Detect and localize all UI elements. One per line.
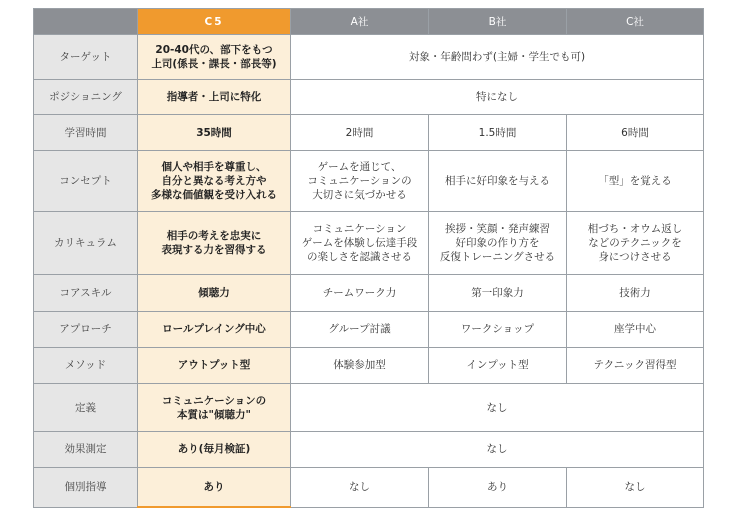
- company-b-cell: 挨拶・笑顔・発声練習 好印象の作り方を 反復トレーニングさせる: [429, 212, 567, 275]
- header-corner: [34, 9, 138, 35]
- row-label: 効果測定: [34, 432, 138, 468]
- table-row-core-skill: [34, 275, 704, 312]
- row-label: カリキュラム: [34, 212, 138, 275]
- c5-cell: コミュニケーションの 本質は"傾聴力": [138, 384, 291, 432]
- table-row-curriculum: [34, 212, 704, 275]
- company-c-cell: 「型」を覚える: [567, 151, 704, 212]
- table-row-individual-guidance: [34, 467, 704, 507]
- c5-cell: あり: [138, 467, 291, 507]
- company-c-cell: 相づち・オウム返し などのテクニックを 身につけさせる: [567, 212, 704, 275]
- row-label: コアスキル: [34, 275, 138, 312]
- merged-cell: 特になし: [291, 79, 704, 115]
- row-label: コンセプト: [34, 151, 138, 212]
- table-row-target: [34, 35, 704, 80]
- row-label: 個別指導: [34, 467, 138, 507]
- comparison-table: [33, 8, 704, 508]
- table-row-positioning: [34, 79, 704, 115]
- company-b-cell: 相手に好印象を与える: [429, 151, 567, 212]
- header-company-a: A社: [291, 9, 429, 35]
- c5-cell: 個人や相手を尊重し、 自分と異なる考え方や 多様な価値観を受け入れる: [138, 151, 291, 212]
- table-row-effect-measurement: [34, 432, 704, 468]
- merged-cell: なし: [291, 432, 704, 468]
- c5-cell: 傾聴力: [138, 275, 291, 312]
- merged-cell: なし: [291, 384, 704, 432]
- company-a-cell: なし: [291, 467, 429, 507]
- company-b-cell: あり: [429, 467, 567, 507]
- company-a-cell: ゲームを通じて、 コミュニケーションの 大切さに気づかせる: [291, 151, 429, 212]
- table-row-method: [34, 347, 704, 384]
- c5-cell: 35時間: [138, 115, 291, 151]
- company-a-cell: コミュニケーション ゲームを体験し伝達手段 の楽しさを認識させる: [291, 212, 429, 275]
- company-b-cell: 1.5時間: [429, 115, 567, 151]
- c5-cell: あり(毎月検証): [138, 432, 291, 468]
- c5-cell: 相手の考えを忠実に 表現する力を習得する: [138, 212, 291, 275]
- company-a-cell: 体験参加型: [291, 347, 429, 384]
- table-row-approach: [34, 311, 704, 347]
- company-a-cell: グループ討議: [291, 311, 429, 347]
- table-row-concept: [34, 151, 704, 212]
- table-row-definition: [34, 384, 704, 432]
- header-company-c: C社: [567, 9, 704, 35]
- company-b-cell: 第一印象力: [429, 275, 567, 312]
- row-label: ポジショニング: [34, 79, 138, 115]
- company-b-cell: インプット型: [429, 347, 567, 384]
- c5-cell: 指導者・上司に特化: [138, 79, 291, 115]
- company-a-cell: チームワーク力: [291, 275, 429, 312]
- row-label: メソッド: [34, 347, 138, 384]
- table-row-study-time: [34, 115, 704, 151]
- company-c-cell: なし: [567, 467, 704, 507]
- row-label: ターゲット: [34, 35, 138, 80]
- company-b-cell: ワークショップ: [429, 311, 567, 347]
- row-label: アプローチ: [34, 311, 138, 347]
- company-a-cell: 2時間: [291, 115, 429, 151]
- c5-cell: 20-40代の、部下をもつ 上司(係長・課長・部長等): [138, 35, 291, 80]
- company-c-cell: テクニック習得型: [567, 347, 704, 384]
- merged-cell: 対象・年齢問わず(主婦・学生でも可): [291, 35, 704, 80]
- company-c-cell: 技術力: [567, 275, 704, 312]
- company-c-cell: 6時間: [567, 115, 704, 151]
- header-company-b: B社: [429, 9, 567, 35]
- header-c5: C5: [138, 9, 291, 35]
- row-label: 定義: [34, 384, 138, 432]
- c5-cell: ロールプレイング中心: [138, 311, 291, 347]
- row-label: 学習時間: [34, 115, 138, 151]
- c5-cell: アウトプット型: [138, 347, 291, 384]
- company-c-cell: 座学中心: [567, 311, 704, 347]
